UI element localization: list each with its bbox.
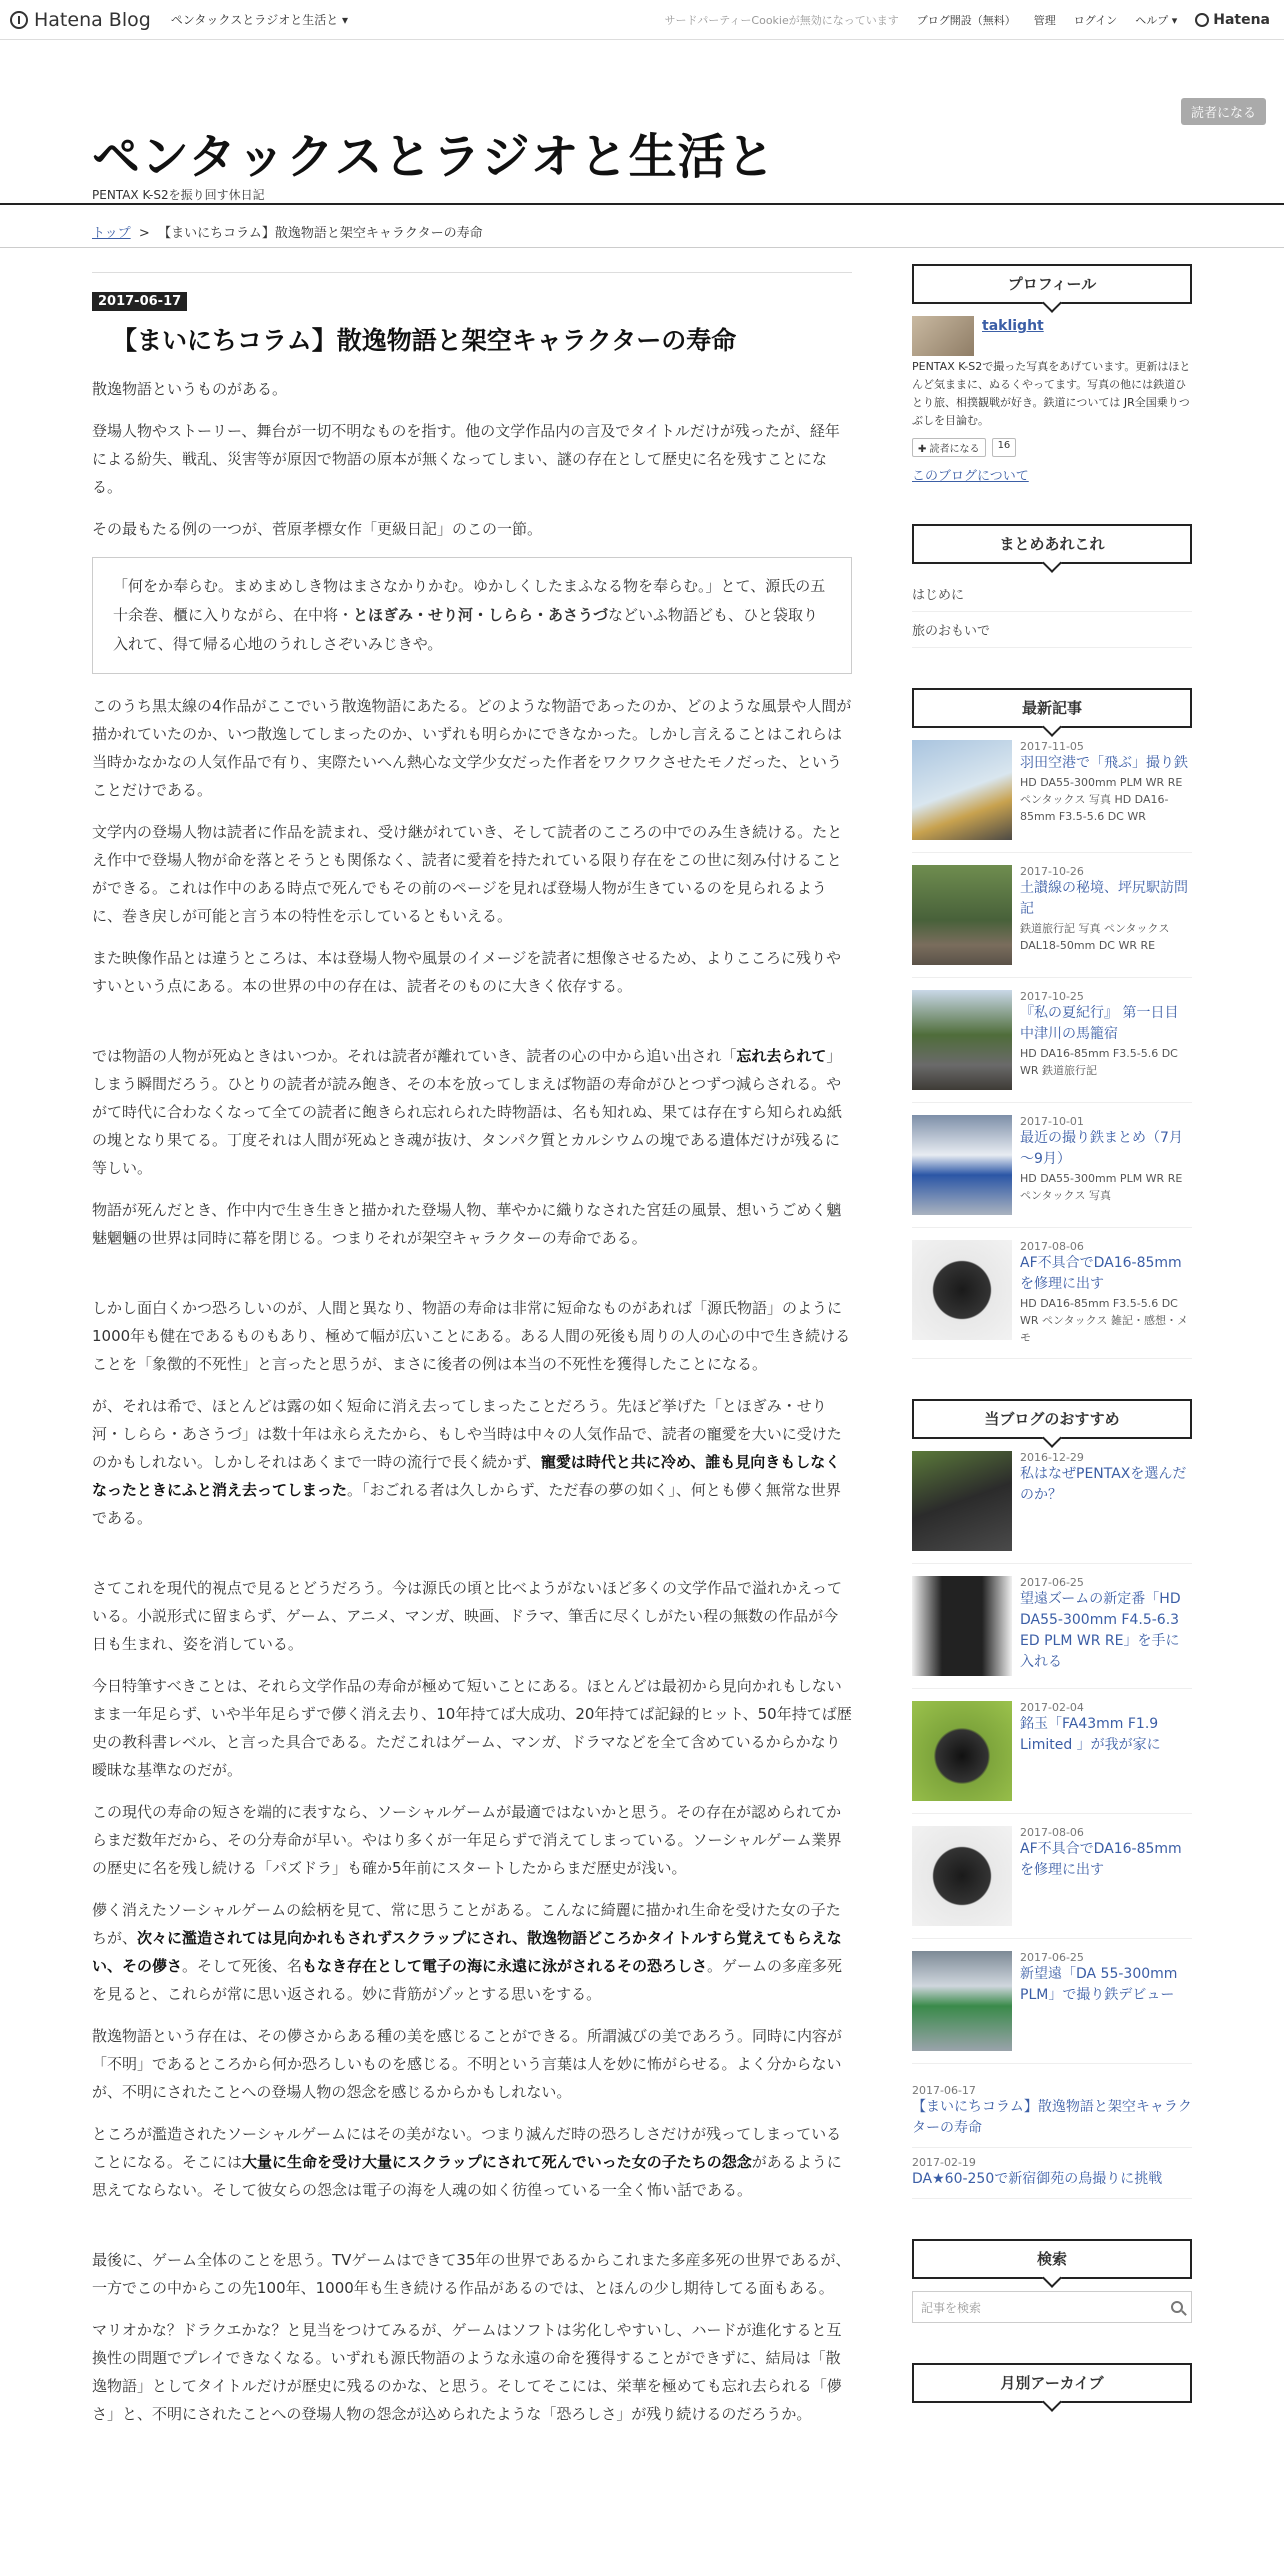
article-categories[interactable]: HD DA16-85mm F3.5-5.6 DC WR 鉄道旅行記 <box>1020 1047 1178 1077</box>
text: ところが濫造されたソーシャルゲームにはその美がない。つまり滅んだ時の恐ろしさだけが残ってしまっていることになる。そこには <box>92 2125 842 2171</box>
profile-text: PENTAX K-S2で撮った写真をあげています。更新はほとんど気ままに、ぬるくやってます。写真の他には鉄道ひとり旅、相撲観戦が好き。鉄道については JR全国乗りつぶしを目論む。 <box>912 360 1191 427</box>
article-date: 2017-02-04 <box>1020 1701 1084 1714</box>
article-categories[interactable]: 鉄道旅行記 写真 ペンタックス DAL18-50mm DC WR RE <box>1020 922 1170 952</box>
article-title[interactable]: 私はなぜPENTAXを選んだのか？ <box>1020 1466 1187 1503</box>
matome-module <box>912 524 1192 648</box>
paragraph: このうち黒太線の4作品がここでいう散逸物語にあたる。どのような物語であったのか、どのような風景や人間が描かれていたのか、いつ散逸してしまったのか、いずれも明らかにできなかった。しかし言えることはこれらは当時かなかなの人気作品で有り、実際たいへん熱心な文学少女だった作者をワクワクさせたモノだった、ということだけである。 <box>92 697 852 799</box>
paragraph: しかし面白くかつ恐ろしいのが、人間と異なり、物語の寿命は非常に短命なものがあれば「源氏物語」のように1000年も健在であるものもあり、極めて幅が広いことにある。ある人間の死後も周りの人の心の中で生き続けることを「象徴的不死性」と言ったと思うが、まさに後者の例は本当の不死性を獲得したことになる。 <box>92 1299 851 1373</box>
recommend-article[interactable] <box>912 1701 1192 1814</box>
bold-text: 忘れ去られて <box>736 1047 827 1065</box>
recent-title: 最新記事 <box>912 688 1192 728</box>
article-date: 2017-06-25 <box>1020 1951 1084 1964</box>
breadcrumb-current: 【まいにちコラム】散逸物語と架空キャラクターの寿命 <box>158 226 483 241</box>
paragraph: 散逸物語という存在は、その儚さからある種の美を感じることができる。所謂滅びの美であろう。同時に内容が「不明」であるところから何か恐ろしいものを感じる。不明という言葉は人を妙に怖がらせる。よく分からないが、不明にされたことへの登場人物の怨念を感じるからかもしれない。 <box>92 2027 843 2101</box>
article-thumbnail[interactable] <box>912 1576 1012 1676</box>
sidebar <box>912 264 1192 2443</box>
text: 。「おごれる者は久しからず、ただ春の夢の如く」、何とも儚く無常な世界である。 <box>92 1481 841 1527</box>
search-placeholder: 記事を検索 <box>921 2300 982 2315</box>
article-title[interactable]: 【まいにちコラム】散逸物語と架空キャラクターの寿命 <box>912 2099 1192 2136</box>
article-title[interactable]: 新望遠「DA 55-300mm PLM」で撮り鉄デビュー <box>1020 1966 1178 2003</box>
avatar[interactable] <box>912 316 974 356</box>
breadcrumb-top-link[interactable]: トップ <box>92 226 131 241</box>
article-thumbnail[interactable] <box>912 1240 1012 1340</box>
subscribe-small-button[interactable]: ✚ 読者になる <box>912 438 986 457</box>
blog-header <box>0 40 1284 205</box>
article-title[interactable]: DA★60-250で新宿御苑の鳥撮りに挑戦 <box>912 2171 1163 2187</box>
article-thumbnail[interactable] <box>912 990 1012 1090</box>
text: 儚く消えたソーシャルゲームの絵柄を見て、常に思うことがある。こんなに綺麗に描かれ生命を受けた女の子たちが、 <box>92 1901 841 1947</box>
article-title[interactable]: 望遠ズームの新定番「HD DA55-300mm F4.5-6.3 ED PLM WR RE」を手に入れる <box>1020 1591 1181 1670</box>
text: 」しまう瞬間だろう。ひとりの読者が読み飽き、その本を放ってしまえば物語の寿命がひとつずつ減らされる。やがて時代に合わなくなって全ての読者に飽きられ忘れられた時物語は、名も知れぬ、果ては存在すら知られぬ紙の塊となり果てる。丁度それは人間が死ぬとき魂が抜け、タンパク質とカルシウムの塊である遺体だけが残るに等しい。 <box>92 1047 843 1177</box>
hatena-text: Hatena <box>1213 12 1270 28</box>
archive-title: 月別アーカイブ <box>912 2363 1192 2403</box>
matome-title: まとめあれこれ <box>912 524 1192 564</box>
article-thumbnail[interactable] <box>912 1115 1012 1215</box>
breadcrumb <box>0 208 1284 241</box>
article-title[interactable]: 『私の夏紀行』 第一日目 中津川の馬籠宿 <box>1020 1005 1179 1042</box>
hatena-logo-icon <box>10 11 28 29</box>
profile-module <box>912 264 1192 484</box>
paragraph: 最後に、ゲーム全体のことを思う。TVゲームはできて35年の世界であるからこれまた多産多死の世界であるが、一方でこの中からこの先100年、1000年も生き続ける作品があるのでは、とほんの少し期待してる面もある。 <box>92 2251 851 2297</box>
text: が、それは希で、ほとんどは露の如く短命に消え去ってしまったことだろう。先ほど挙げた「とほぎみ・せり河・しらら・あさうづ」は数十年は永らえたから、もしや当時は中々の人気作品で、読者の寵愛を大いに受けたのかもしれない。しかしそれはあくまで一時の流行で長く続かず、 <box>92 1397 842 1471</box>
paragraph: 今日特筆すべきことは、それら文学作品の寿命が極めて短いことにある。ほとんどは最初から見向かれもしないまま一年足らず、いや半年足らずで儚く消え去り、10年持てば大成功、20年持てば記録的ヒット、50年持てば歴史の教科書レベル、と言った具合である。ただこれはゲーム、マンガ、ドラマなどを全て含めているからかなり曖昧な基準なのだが。 <box>92 1677 852 1779</box>
article-thumbnail[interactable] <box>912 740 1012 840</box>
article-title[interactable]: 銘玉「FA43mm F1.9 Limited 」が我が家に <box>1020 1716 1161 1753</box>
recent-module <box>912 688 1192 1359</box>
main-content <box>92 272 852 2442</box>
article-date: 2017-08-06 <box>1020 1240 1084 1253</box>
article-thumbnail[interactable] <box>912 1451 1012 1551</box>
article-thumbnail[interactable] <box>912 865 1012 965</box>
article-date: 2017-11-05 <box>1020 740 1084 753</box>
search-title: 検索 <box>912 2239 1192 2279</box>
search-input[interactable] <box>912 2291 1192 2323</box>
profile-name-link[interactable]: taklight <box>982 318 1044 334</box>
quote-text: 「何をか奉らむ。まめまめしき物はまさなかりかむ。ゆかしくしたまふなる物を奉らむ。」とて、源氏の五十余巻、櫃に入りながら、在中将・ <box>113 577 826 624</box>
recent-article[interactable] <box>912 740 1192 853</box>
recommend-article[interactable] <box>912 1576 1192 1689</box>
article-date: 2016-12-29 <box>1020 1451 1084 1464</box>
recommend-article[interactable] <box>912 1826 1192 1939</box>
recommend-module <box>912 1399 1192 2199</box>
article-title[interactable]: AF不具合でDA16-85mmを修理に出す <box>1020 1841 1182 1878</box>
bold-text: もなき存在として電子の海に永遠に泳がされるその恐ろしさ <box>302 1957 708 1975</box>
article-categories[interactable]: HD DA55-300mm PLM WR RE ペンタックス 写真 HD DA16-85mm F3.5-5.6 DC WR <box>1020 776 1183 823</box>
paragraph <box>92 2316 852 2428</box>
paragraph: さてこれを現代的視点で見るとどうだろう。今は源氏の頃と比べようがないほど多くの文学作品で溢れかえっている。小説形式に留まらず、ゲーム、アニメ、マンガ、映画、ドラマ、筆舌に尽くしがたい程の無数の作品が今日も生まれ、姿を消している。 <box>92 1579 843 1653</box>
text: では物語の人物が死ぬときはいつか。それは読者が離れていき、読者の心の中から追い出され「 <box>92 1047 737 1065</box>
subscribe-button[interactable]: 読者になる <box>1181 98 1266 125</box>
text: 。そして死後、名 <box>182 1957 303 1975</box>
hatena-icon <box>1195 13 1209 27</box>
article-date: 2017-06-17 <box>912 2084 976 2097</box>
archive-module <box>912 2363 1192 2403</box>
cookie-notice: サードパーティーCookieが無効になっています <box>664 14 899 27</box>
article-date: 2017-02-19 <box>912 2156 976 2169</box>
hatena-blog-logo-text: Hatena Blog <box>34 8 151 31</box>
entry-body <box>92 375 852 2428</box>
article-title[interactable]: AF不具合でDA16-85mmを修理に出す <box>1020 1255 1182 1292</box>
paragraph <box>92 1042 852 1182</box>
text: があるように思えてならない。そして彼女らの怨念は電子の海を人魂の如く彷徨っている一全く怖い話である。 <box>92 2153 842 2199</box>
recent-article[interactable] <box>912 990 1192 1103</box>
breadcrumb-bar <box>0 208 1284 248</box>
recommend-title: 当ブログのおすすめ <box>912 1399 1192 1439</box>
subscriber-count: 16 <box>992 438 1017 457</box>
quote-bold: とほぎみ・せり河・しらら・あさうづ <box>353 606 609 624</box>
recommend-article[interactable] <box>912 2076 1192 2148</box>
paragraph: 文学内の登場人物は読者に作品を読まれ、受け継がれていき、そして読者のこころの中でのみ生き続ける。たとえ作中で登場人物が命を落とそうとも関係なく、読者に愛着を持たれている限り存在をこの世に刻み付けることができる。これは作中のある時点で死んでもその前のページを見れば登場人物が生きているのを見られるように、巻き戻しが可能と言う本の特性を示しているともいえる。 <box>92 823 843 925</box>
top-bar <box>0 0 1284 40</box>
help-menu[interactable]: ヘルプ ▾ <box>1135 14 1178 27</box>
entry-title[interactable]: 【まいにちコラム】散逸物語と架空キャラクターの寿命 <box>112 326 737 355</box>
blog-title[interactable]: ペンタックスとラジオと生活と <box>92 129 776 185</box>
article-date: 2017-10-25 <box>1020 990 1084 1003</box>
link-hajimeni[interactable]: はじめに <box>912 576 1192 612</box>
recent-article[interactable] <box>912 1240 1192 1359</box>
article-title[interactable]: 土讃線の秘境、坪尻駅訪問記 <box>1020 880 1188 917</box>
login-link[interactable]: ログイン <box>1073 14 1118 27</box>
paragraph <box>92 2120 852 2204</box>
top-right-menu <box>665 0 1270 40</box>
hatena-blog-logo[interactable] <box>10 9 151 31</box>
recommend-article[interactable] <box>912 1951 1192 2064</box>
blog-menu[interactable]: ペンタックスとラジオと生活と ▾ <box>170 13 349 27</box>
article-date: 2017-08-06 <box>1020 1826 1084 1839</box>
article-date: 2017-06-25 <box>1020 1576 1084 1589</box>
article-date: 2017-10-26 <box>1020 865 1084 878</box>
article-title[interactable]: 最近の撮り鉄まとめ（7月～9月） <box>1020 1130 1183 1167</box>
paragraph: 散逸物語というものがある。 <box>92 380 288 398</box>
article-date: 2017-10-01 <box>1020 1115 1084 1128</box>
paragraph <box>92 1896 852 2008</box>
blog-description: PENTAX K-S2を振り回す休日記 <box>92 188 265 202</box>
open-blog-link[interactable]: ブログ開設（無料） <box>916 14 1016 27</box>
article-thumbnail[interactable] <box>912 1701 1012 1801</box>
article-categories[interactable]: HD DA16-85mm F3.5-5.6 DC WR ペンタックス 雑記・感想・メモ <box>1020 1297 1188 1344</box>
text: 残り続けるのだろうか。 <box>646 2405 812 2423</box>
article-categories[interactable]: HD DA55-300mm PLM WR RE ペンタックス 写真 <box>1020 1172 1183 1202</box>
paragraph: 物語が死んだとき、作中内で生き生きと描かれた登場人物、華やかに織りなされた宮廷の風景、想いうごめく魑魅魍魎の世界は同時に幕を閉じる。つまりそれが架空キャラクターの寿命である。 <box>92 1201 842 1247</box>
breadcrumb-separator: > <box>138 226 150 241</box>
link-tabi[interactable]: 旅のおもいで <box>912 612 1192 648</box>
paragraph: また映像作品とは違うところは、本は登場人物や風景のイメージを読者に想像させるため、よりこころに残りやすいという点にある。本の世界の中の存在は、読者そのものに大きく依存する。 <box>92 949 841 995</box>
paragraph: 登場人物やストーリー、舞台が一切不明なものを指す。他の文学作品内の言及でタイトルだけが残ったが、経年による紛失、戦乱、災害等が原因で物語の原本が無くなってしまい、謎の存在として歴史に名を残すことになる。 <box>92 422 840 496</box>
bold-text: 大量に生命を受け大量にスクラップにされて死んでいった女の子たちの怨念 <box>242 2153 752 2171</box>
entry-date[interactable]: 2017-06-17 <box>92 292 187 311</box>
article-title[interactable]: 羽田空港で「飛ぶ」撮り鉄 <box>1020 755 1188 771</box>
recommend-article[interactable] <box>912 1451 1192 1564</box>
paragraph <box>92 1392 852 1532</box>
article-thumbnail[interactable] <box>912 1951 1012 2051</box>
paragraph: その最もたる例の一つが、菅原孝標女作「更級日記」のこの一節。 <box>92 520 543 538</box>
text: マリオかな？ドラクエかな？と見当をつけてみるが、ゲームはソフトは劣化しやすいし、ハードが進化すると互換性の問題でプレイできなくなる。いずれも源氏物語のような永遠の命を獲得することができずに、結局は「散逸物語」としてタイトルだけが歴史に残るのかな、と思う。そしてそこには、栄華を極めても忘れ去られる「儚さ」と、不明にされたことへの登場人物の怨念が込められたような「恐ろしさ」が <box>92 2321 842 2423</box>
text: 。ゲームの多産多死を見ると、これらが常に思い返される。妙に背筋がゾッとする思いをする。 <box>92 1957 843 2003</box>
admin-link[interactable]: 管理 <box>1033 14 1056 27</box>
recommend-article[interactable] <box>912 2148 1192 2199</box>
about-blog-link[interactable]: このブログについて <box>912 469 1029 484</box>
hatena-link[interactable] <box>1195 12 1270 28</box>
recent-article[interactable] <box>912 1115 1192 1228</box>
bold-text: 次々に濫造されては見向かれもされずスクラップにされ、散逸物語どころかタイトルすら覚えてもらえない、その儚さ <box>92 1929 842 1975</box>
paragraph: この現代の寿命の短さを端的に表すなら、ソーシャルゲームが最適ではないかと思う。その存在が認められてからまだ数年だから、その分寿命が早い。やはり多くが一年足らずで消えてしまっている。ソーシャルゲーム業界の歴史に名を残し続ける「パズドラ」も確か5年前にスタートしたからまだ歴史が浅い。 <box>92 1803 842 1877</box>
blockquote <box>92 557 852 674</box>
profile-title: プロフィール <box>912 264 1192 304</box>
quote-text: などいふ物語ども、ひと袋取り入れて、得て帰る心地のうれしさぞいみじきや。 <box>113 606 819 653</box>
bold-text: 寵愛は時代と共に冷め、誰も見向きもしなくなったときにふと消え去ってしまった <box>92 1453 841 1499</box>
recent-article[interactable] <box>912 865 1192 978</box>
search-module <box>912 2239 1192 2323</box>
search-icon[interactable] <box>1171 2301 1183 2313</box>
article-thumbnail[interactable] <box>912 1826 1012 1926</box>
